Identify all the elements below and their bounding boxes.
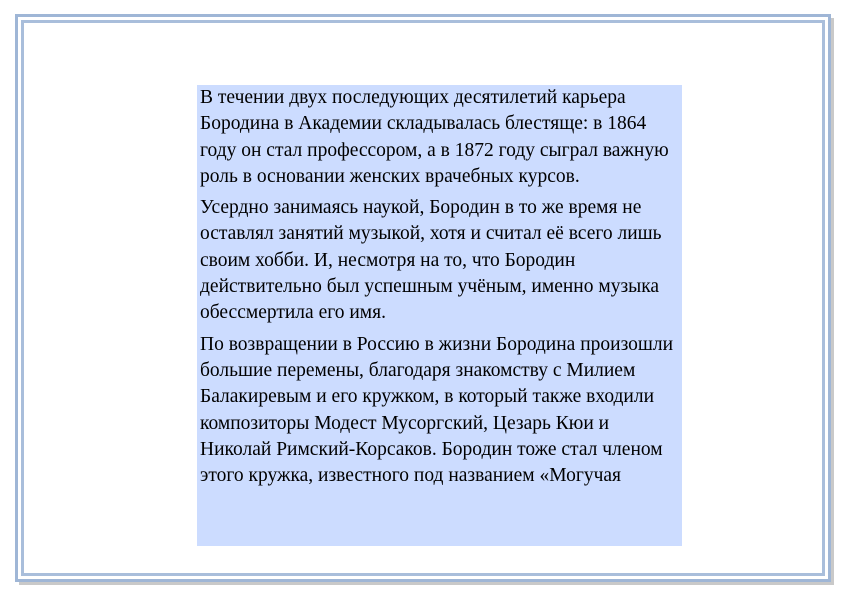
paragraph-career: В течении двух последующих десятилетий карьера Бородина в Академии складывалась блестяще: в 1864 году он стал профессором, а в 1872 году сыграл важную роль в основании женских врачебных курсов. [200, 87, 669, 187]
paragraph-return: По возвращении в Россию в жизни Бородина произошли большие перемены, благодаря знакомству с Милием Балакиревым и его кружком, в который также входили композиторы Модест Мусоргский, Цезарь Кюи и Николай Римский-Корсаков. Бородин тоже стал членом этого кружка, известного под названием «Могучая [200, 333, 674, 487]
paragraph-music: Усердно занимаясь наукой, Бородин в то же время не оставлял занятий музыкой, хотя и считал её всего лишь своим хобби. И, несмотря на то, что Бородин действительно был успешным учёным, именно музыка обессмертила его имя. [200, 197, 662, 324]
frame-shadow-bottom [19, 582, 834, 585]
text-box [197, 85, 682, 546]
frame-shadow-right [831, 18, 834, 585]
